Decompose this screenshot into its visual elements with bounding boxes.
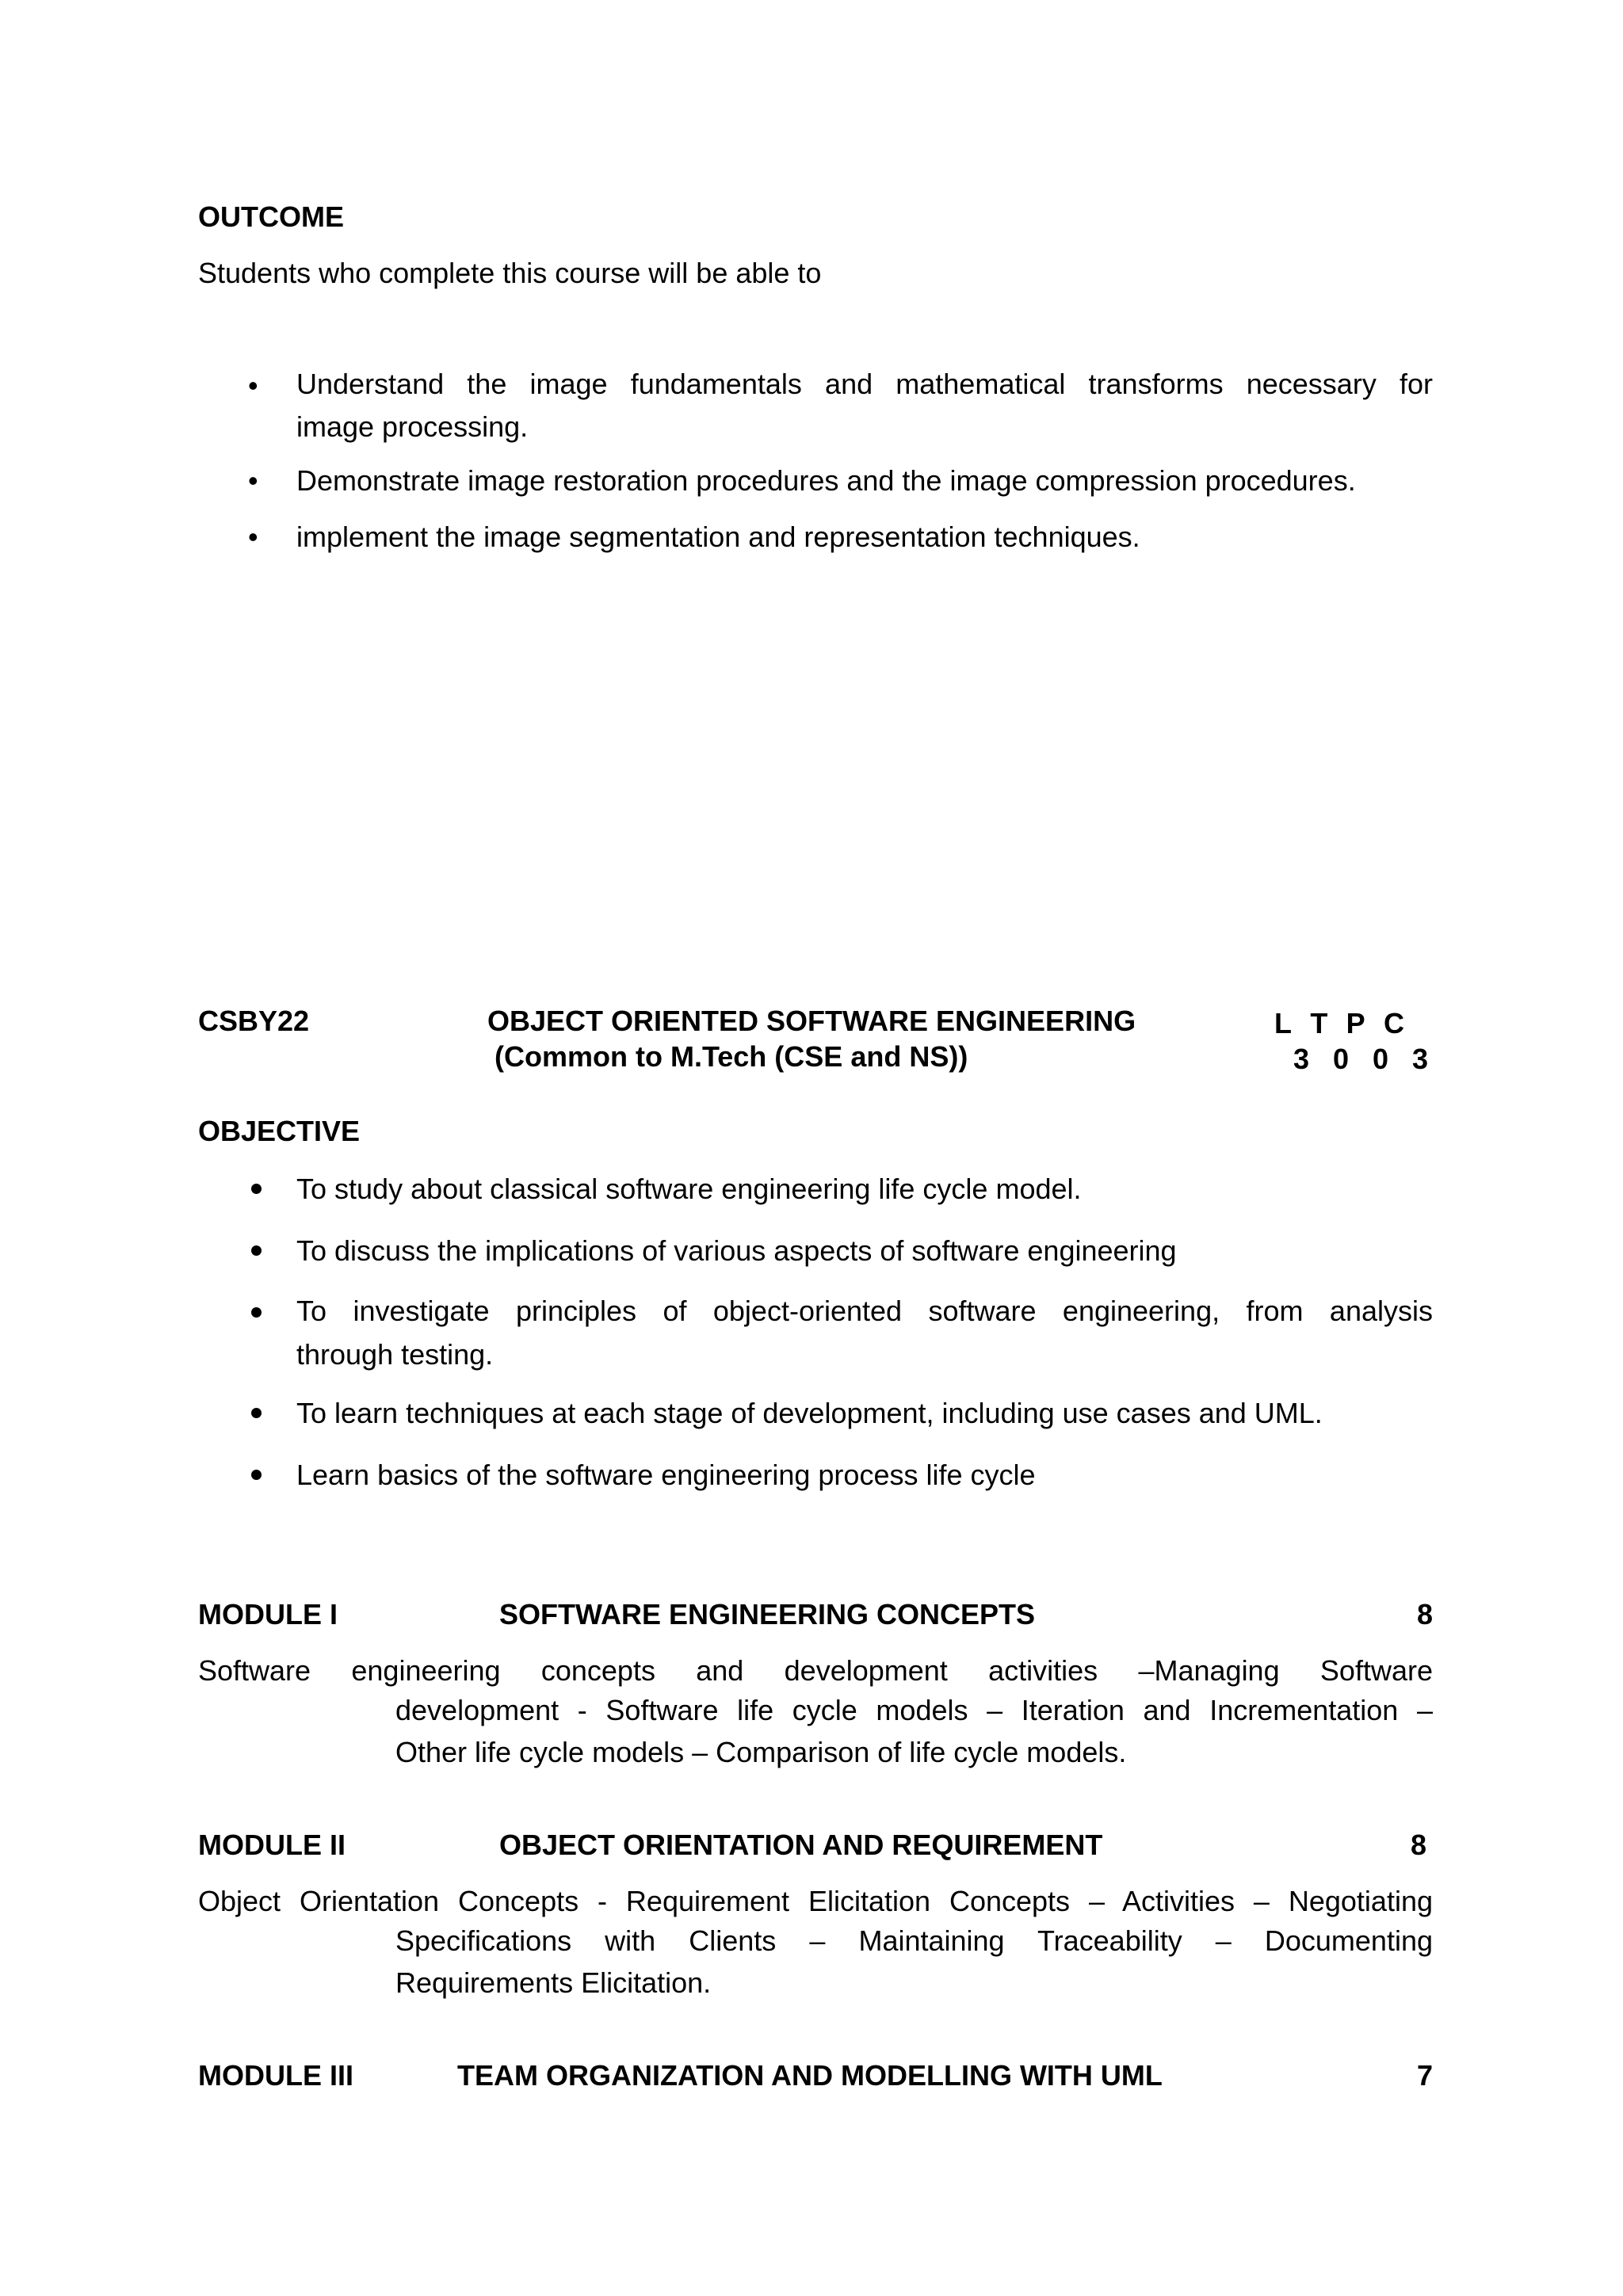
ltpc-label-p: P bbox=[1346, 1007, 1365, 1039]
ltpc-value-l: 3 bbox=[1293, 1043, 1310, 1075]
bullet-marker: • bbox=[248, 464, 258, 497]
ltpc-value-c: 3 bbox=[1411, 1043, 1428, 1075]
ltpc-values bbox=[1293, 1043, 1428, 1076]
ltpc-labels bbox=[1274, 1007, 1404, 1040]
ltpc-value-t: 0 bbox=[1332, 1043, 1350, 1075]
module-1-hours: 8 bbox=[1417, 1598, 1434, 1630]
objective-item-4: To learn techniques at each stage of development, including use cases and UML. bbox=[296, 1397, 1323, 1429]
bullet-dot bbox=[251, 1307, 262, 1318]
module-1-line-1: Software engineering concepts and development activities –Managing Software bbox=[198, 1654, 1433, 1687]
outcome-intro: Students who complete this course will be able to bbox=[198, 257, 822, 289]
course-subtitle: (Common to M.Tech (CSE and NS)) bbox=[495, 1040, 968, 1073]
module-2-hours: 8 bbox=[1411, 1829, 1427, 1861]
bullet-dot bbox=[251, 1184, 262, 1194]
outcome-item-1-line-1: Understand the image fundamentals and mathematical transforms necessary for bbox=[296, 368, 1433, 400]
objective-item-1: To study about classical software engineering life cycle model. bbox=[296, 1173, 1082, 1205]
bullet-dot bbox=[251, 1245, 262, 1256]
module-3-title: TEAM ORGANIZATION AND MODELLING WITH UML bbox=[457, 2059, 1163, 2092]
module-1-title: SOFTWARE ENGINEERING CONCEPTS bbox=[499, 1598, 1036, 1630]
outcome-item-2: Demonstrate image restoration procedures and the image compression procedures. bbox=[296, 464, 1356, 497]
bullet-marker: • bbox=[248, 521, 258, 553]
course-title: OBJECT ORIENTED SOFTWARE ENGINEERING bbox=[487, 1005, 1136, 1037]
outcome-heading: OUTCOME bbox=[198, 200, 344, 233]
module-2-line-2: Specifications with Clients – Maintaining Traceability – Documenting bbox=[395, 1924, 1433, 1957]
objective-item-2: To discuss the implications of various aspects of software engineering bbox=[296, 1234, 1177, 1267]
module-2-title: OBJECT ORIENTATION AND REQUIREMENT bbox=[499, 1829, 1103, 1861]
module-3-hours: 7 bbox=[1417, 2059, 1434, 2092]
module-1-line-3: Other life cycle models – Comparison of life cycle models. bbox=[395, 1736, 1127, 1768]
module-2-label: MODULE II bbox=[198, 1829, 346, 1861]
module-1-line-2: development - Software life cycle models – Iteration and Incrementation – bbox=[395, 1694, 1433, 1726]
bullet-dot bbox=[251, 1470, 262, 1480]
ltpc-label-t: T bbox=[1310, 1007, 1328, 1039]
bullet-marker: • bbox=[248, 369, 258, 402]
module-2-line-1: Object Orientation Concepts - Requirement Elicitation Concepts – Activities – Negotiating bbox=[198, 1885, 1433, 1917]
module-2-line-3: Requirements Elicitation. bbox=[395, 1966, 712, 1999]
module-3-label: MODULE III bbox=[198, 2059, 353, 2092]
objective-item-3-line-2: through testing. bbox=[296, 1338, 494, 1371]
course-code: CSBY22 bbox=[198, 1005, 310, 1037]
bullet-dot bbox=[251, 1408, 262, 1418]
ltpc-label-c: C bbox=[1384, 1007, 1404, 1039]
objective-item-3-line-1: To investigate principles of object-oriented software engineering, from analysis bbox=[296, 1295, 1433, 1327]
outcome-item-3: implement the image segmentation and representation techniques. bbox=[296, 521, 1140, 553]
objective-heading: OBJECTIVE bbox=[198, 1115, 361, 1147]
ltpc-value-p: 0 bbox=[1372, 1043, 1388, 1075]
objective-item-5: Learn basics of the software engineering process life cycle bbox=[296, 1459, 1036, 1491]
ltpc-label-l: L bbox=[1274, 1007, 1292, 1039]
module-1-label: MODULE I bbox=[198, 1598, 338, 1630]
outcome-item-1-line-2: image processing. bbox=[296, 410, 529, 443]
